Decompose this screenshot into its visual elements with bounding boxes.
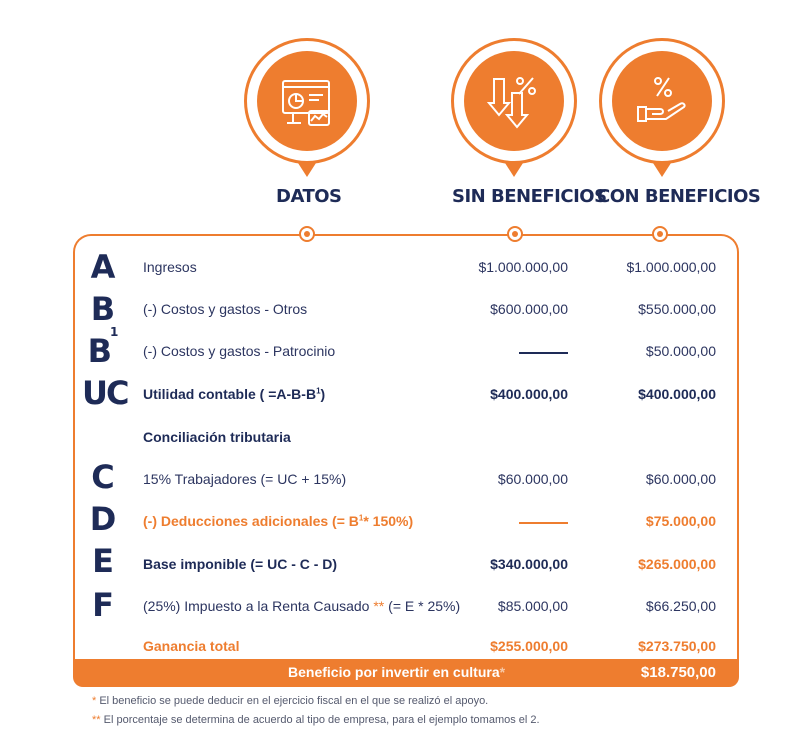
value-con-ganancia: $273.750,00 (638, 638, 716, 654)
value-con-impuesto: $66.250,00 (645, 598, 716, 614)
percent-hand-icon (634, 73, 690, 129)
column-header-sin-beneficios: SIN BENEFICIOS (452, 186, 607, 207)
dashboard-report-icon (279, 73, 335, 129)
benefit-label (288, 664, 505, 680)
deducciones-label-end: * 150%) (363, 513, 414, 529)
benefit-label-star: * (499, 664, 506, 680)
value-con-deducciones: $75.000,00 (645, 513, 716, 529)
deducciones-label-text: (-) Deducciones adicionales (= B (143, 513, 359, 529)
deducciones-label-sup: 1 (358, 513, 364, 523)
con-icon-ring (599, 38, 725, 164)
footnote-1 (92, 695, 488, 707)
row-label-ganancia-total: Ganancia total (143, 638, 240, 654)
value-con-utilidad: $400.000,00 (638, 386, 716, 402)
row-letter-b1 (82, 325, 122, 370)
row-letter-b1-sup: 1 (110, 325, 117, 340)
benefit-value: $18.750,00 (640, 664, 716, 681)
column-header-con-beneficios: CON BENEFICIOS (597, 186, 761, 207)
row-label-utilidad-contable (143, 386, 325, 402)
row-letter-e: E (92, 542, 112, 580)
row-label-trabajadores: 15% Trabajadores (= UC + 15%) (143, 471, 347, 487)
row-label-deducciones (143, 513, 413, 529)
row-label-impuesto-renta (143, 598, 460, 614)
column-marker-con (652, 226, 668, 242)
footnote-2 (92, 714, 540, 726)
row-label-base-imponible: Base imponible (= UC - C - D) (143, 556, 338, 572)
value-con-costos-otros: $550.000,00 (638, 301, 716, 317)
impuesto-label-text: (25%) Impuesto a la Renta Causado (143, 598, 370, 614)
section-conciliacion-tributaria: Conciliación tributaria (143, 429, 291, 445)
percent-down-arrows-icon (486, 73, 542, 129)
impuesto-label-star: ** (373, 598, 385, 614)
value-sin-ganancia: $255.000,00 (490, 638, 568, 654)
datos-icon-ring (244, 38, 370, 164)
empty-value-dash-deducciones (519, 522, 568, 524)
value-con-base-imponible: $265.000,00 (638, 556, 716, 572)
column-header-datos: DATOS (276, 186, 342, 207)
column-marker-datos (299, 226, 315, 242)
con-icon-disc (612, 51, 712, 151)
utilidad-label-end: ) (320, 386, 326, 402)
value-con-ingresos: $1.000.000,00 (626, 259, 716, 275)
row-letter-uc: UC (82, 374, 128, 412)
row-label-costos-patrocinio: (-) Costos y gastos - Patrocinio (143, 343, 336, 359)
row-letter-b1-main: B (87, 332, 111, 370)
row-letter-d: D (89, 500, 115, 538)
benefit-label-text: Beneficio por invertir en cultura (288, 664, 500, 680)
utilidad-label-text: Utilidad contable ( =A-B-B (143, 386, 317, 402)
utilidad-label-sup: 1 (316, 386, 321, 396)
value-sin-costos-otros: $600.000,00 (490, 301, 568, 317)
sin-icon-ring (451, 38, 577, 164)
value-con-trabajadores: $60.000,00 (645, 471, 716, 487)
empty-value-dash-patrocinio (519, 352, 568, 354)
value-sin-trabajadores: $60.000,00 (497, 471, 568, 487)
footnote-2-text: El porcentaje se determina de acuerdo al tipo de empresa, para el ejemplo tomamos el 2. (100, 714, 540, 726)
value-con-costos-patrocinio: $50.000,00 (645, 343, 716, 359)
row-label-costos-otros: (-) Costos y gastos - Otros (143, 301, 308, 317)
value-sin-impuesto: $85.000,00 (497, 598, 568, 614)
sin-icon-disc (464, 51, 564, 151)
datos-icon-disc (257, 51, 357, 151)
column-marker-sin (507, 226, 523, 242)
value-sin-ingresos: $1.000.000,00 (478, 259, 568, 275)
value-sin-utilidad: $400.000,00 (490, 386, 568, 402)
benefit-footer-bar (73, 659, 739, 687)
row-letter-c: C (91, 458, 113, 496)
footnote-1-star: * (92, 695, 97, 707)
row-label-ingresos: Ingresos (143, 259, 197, 275)
footnote-2-star: ** (92, 714, 101, 726)
row-letter-b: B (90, 290, 114, 328)
table-frame (73, 234, 739, 659)
footnote-1-text: El beneficio se puede deducir en el ejercicio fiscal en el que se realizó el apoyo. (96, 695, 489, 707)
row-letter-a: A (90, 248, 114, 286)
row-letter-f: F (92, 586, 112, 624)
value-sin-base-imponible: $340.000,00 (490, 556, 568, 572)
impuesto-label-end: (= E * 25%) (384, 598, 461, 614)
